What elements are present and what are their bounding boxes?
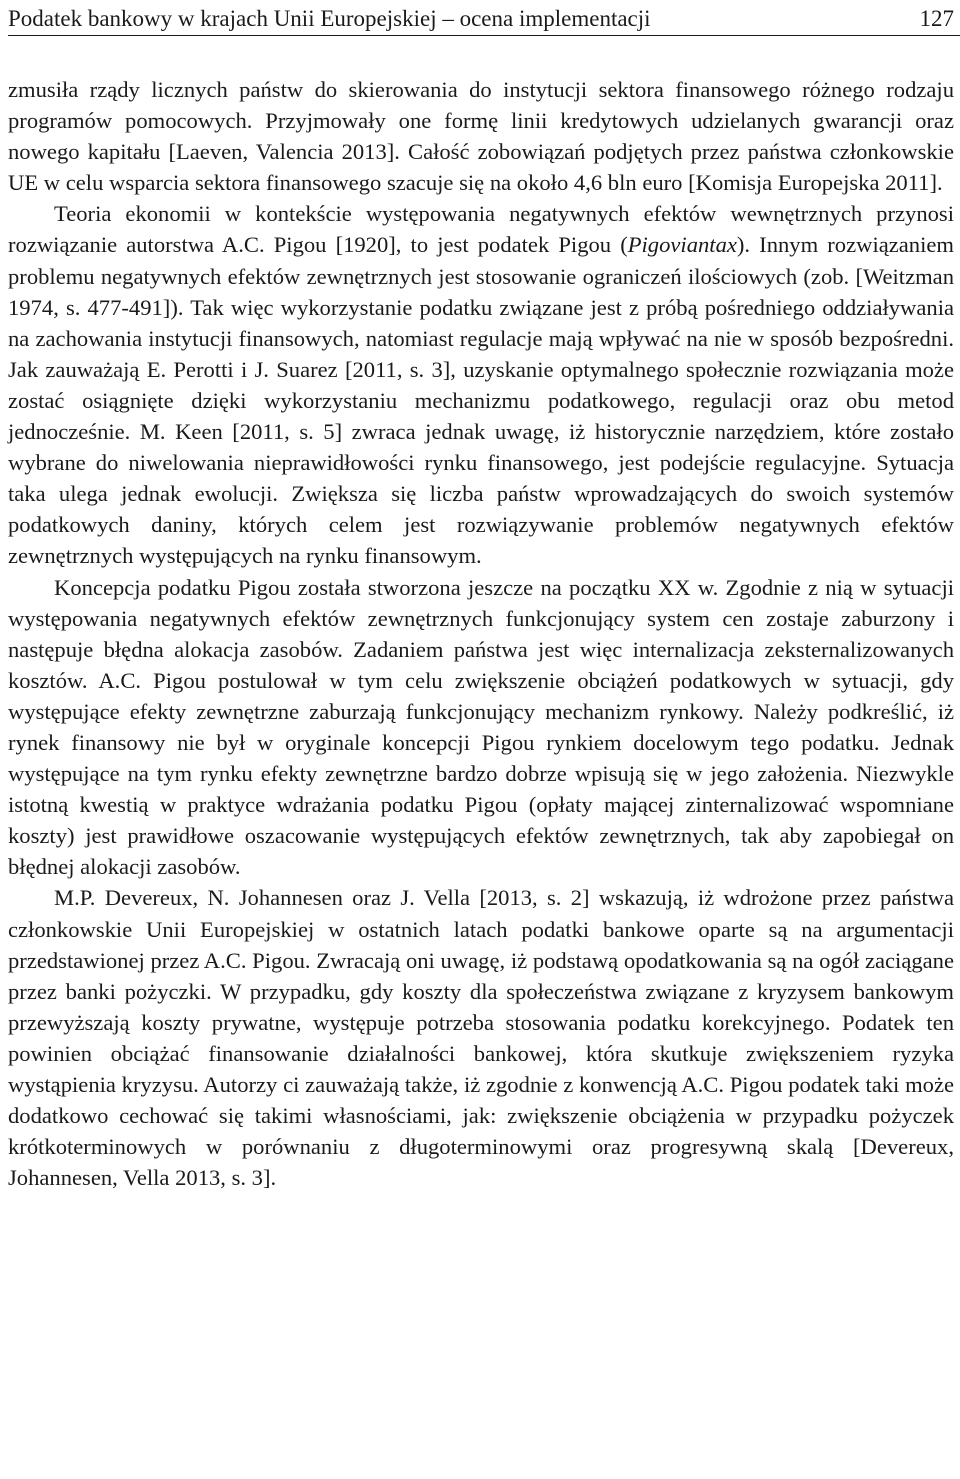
page (8, 0, 954, 1193)
paragraph-2-text-b: ). Innym rozwiązaniem problemu negatywnych efektów zewnętrznych jest stosowanie ograniczeń ilościowych (zob. [Weitzman 1974, s. 477-491]). Tak więc wykorzystanie podatku związane jest z próbą pośredniego oddziaływania na zachowania instytucji finansowych, natomiast regulacje mają wpływać na nie w sposób bezpośredni. Jak zauważają E. Perotti i J. Suarez [2011, s. 3], uzyskanie optymalnego społecznie rozwiązania może zostać osiągnięte dzięki wykorzystaniu mechanizmu podatkowego, regulacji oraz obu metod jednocześnie. M. Keen [2011, s. 5] zwraca jednak uwagę, iż historycznie narzędziem, które zostało wybrane do niwelowania nieprawidłowości rynku finansowego, jest podejście regulacyjne. Sytuacja taka ulega jednak ewolucji. Zwiększa się liczba państw wprowadzających do swoich systemów podatkowych daniny, których celem jest rozwiązywanie problemów negatywnych efektów zewnętrznych występujących na rynku finansowym. (8, 232, 954, 569)
running-title: Podatek bankowy w krajach Unii Europejskiej – ocena implementacji (8, 6, 651, 31)
header-rule (8, 35, 960, 36)
body-text (8, 74, 954, 1193)
paragraph-3-text: Koncepcja podatku Pigou została stworzona jeszcze na początku XX w. Zgodnie z nią w sytuacji występowania negatywnych efektów zewnętrznych funkcjonujący system cen zostaje zaburzony i następuje błędna alokacja zasobów. Zadaniem państwa jest więc internalizacja zeksternalizowanych kosztów. A.C. Pigou postulował w tym celu zwiększenie obciążeń podatkowych w sytuacji, gdy występujące efekty zewnętrzne zaburzają funkcjonujący mechanizm rynkowy. Należy podkreślić, iż rynek finansowy nie był w oryginale koncepcji Pigou rynkiem docelowym tego podatku. Jednak występujące na tym rynku efekty zewnętrzne bardzo dobrze wpisują się w jego założenia. Niezwykle istotną kwestią w praktyce wdrażania podatku Pigou (opłaty mającej zinternalizować wspomniane koszty) jest prawidłowe oszacowanie występujących efektów zewnętrznych, tak aby zapobiegał on błędnej alokacji zasobów. (8, 574, 954, 880)
paragraph-1-text: zmusiła rządy licznych państw do skierowania do instytucji sektora finansowego różnego rodzaju programów pomocowych. Przyjmowały one formę linii kredytowych udzielanych gwarancji oraz nowego kapitału [Laeven, Valencia 2013]. Całość zobowiązań podjętych przez państwa członkowskie UE w celu wsparcia sektora finansowego szacuje się na około 4,6 bln euro [Komisja Europejska 2011]. (8, 77, 954, 196)
paragraph-2-text-a: Teoria ekonomii w kontekście występowania negatywnych efektów wewnętrznych przynosi rozwiązanie autorstwa A.C. Pigou [1920], to jest podatek Pigou ( (8, 201, 954, 258)
page-number: 127 (919, 6, 954, 31)
paragraph-3 (8, 572, 954, 883)
paragraph-2 (8, 198, 954, 571)
paragraph-1 (8, 74, 954, 198)
paragraph-4 (8, 882, 954, 1193)
running-header (8, 0, 954, 32)
paragraph-4-text: M.P. Devereux, N. Johannesen oraz J. Vella [2013, s. 2] wskazują, iż wdrożone przez państwa członkowskie Unii Europejskiej w ostatnich latach podatki bankowe oparte są na argumentacji przedstawionej przez A.C. Pigou. Zwracają oni uwagę, iż podstawą opodatkowania są na ogół zaciągane przez banki pożyczki. W przypadku, gdy koszty dla społeczeństwa związane z kryzysem bankowym przewyższają koszty prywatne, występuje potrzeba stosowania podatku korekcyjnego. Podatek ten powinien obciążać finansowanie działalności bankowej, która skutkuje zwiększeniem ryzyka wystąpienia kryzysu. Autorzy ci zauważają także, iż zgodnie z konwencją A.C. Pigou podatek taki może dodatkowo cechować się takimi własnościami, jak: zwiększenie obciążenia w przypadku pożyczek krótkoterminowych w porównaniu z długoterminowymi oraz progresywną skalą [Devereux, Johannesen, Vella 2013, s. 3]. (8, 885, 954, 1191)
pigoviantax-term: Pigoviantax (627, 232, 737, 258)
